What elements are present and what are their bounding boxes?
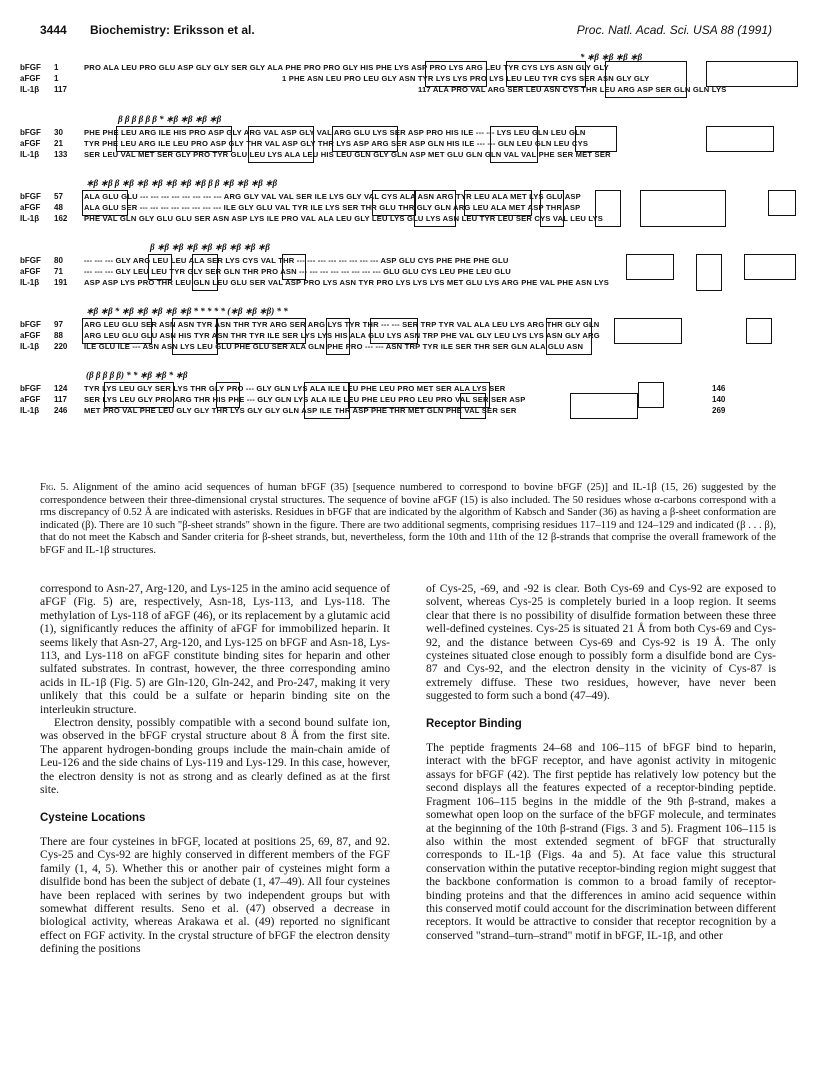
alignment-block: β ∗β ∗β ∗β ∗β ∗β ∗β ∗β ∗β bFGF 80 --- --- --- GLY ARG LEU LEU ALA SER LYS CYS VAL THR --- --- --- --- --- --- --- --- ASP GLU CYS PHE PHE PHE GLU aFGF 71 --- --- --- GLY LEU LEU TYR GLY SER GLN THR PRO ASN --- --- --- --- --- --- --- --- GLU GLU CYS LEU PHE LEU GLU IL-1β 191 ASP ASP LYS PRO THR LEU GLN LEU GLU SER VAL ASP PRO LYS ASN TYR PRO LYS LYS LYS MET GLU LYS ARG PHE VAL PHE ASN LYS [20,242,800,312]
paragraph: There are four cysteines in bFGF, located at positions 25, 69, 87, and 92. Cys-25 and Cys-92 are highly conserved in different members of the FGF family (1, 4, 5). Whether this or another pair of cysteines might form a disulfide bond has been the subject of debate (1, 47–49). All four cysteines have been replaced with serines by two independent groups but with somewhat different results. Seno et al. (47) observed a decrease in biological activity, whereas Arakawa et al. (49) reported no significant effect on FGF activity. In the crystal structure of bFGF the electron density defining the positions [40,834,390,956]
running-header [40,23,772,39]
conserved-box [706,126,774,152]
conserved-box [575,126,617,152]
alignment-block: β β β β β β * ∗β ∗β ∗β ∗β bFGF 30 PHE PHE LEU ARG ILE HIS PRO ASP GLY ARG VAL ASP GLY VAL ARG GLU LYS SER ASP PRO HIS ILE --- --- LYS LEU GLN LEU GLN aFGF 21 TYR PHE LEU ARG ILE LEU PRO ASP GLY THR VAL ASP GLY THR LYS ASP ARG SER ASP GLN HIS ILE --- --- GLN LEU GLN LEU CYS IL-1β 133 SER LEU VAL MET SER GLY PRO TYR GLU LEU LYS ALA LEU HIS LEU GLN GLY GLN ASP MET GLU GLN GLN VAL VAL PHE SER MET SER [20,114,800,184]
conserved-box [216,318,306,344]
section-heading: Cysteine Locations [40,811,146,824]
right-column [426,582,776,942]
conserved-box [148,254,172,280]
paragraph: correspond to Asn-27, Arg-120, and Lys-125 in the amino acid sequence of aFGF (Fig. 5) are, respectively, Asn-18, Lys-113, and Lys-118. The methylation of Lys-118 of aFGF (46), or its replacement by a glutamic acid (1), significantly reduces the affinity of aFGF for immobilized heparin. It seems likely that Asn-27, Arg-120, and Lys-125 on bFGF and Asn-18, Lys-113, and Lys-118 on aFGF constitute binding sites for heparin and other sulfated substrates. In contrast, however, the three corresponding amino acids in IL-1β (Fig. 5) are Gln-120, Gln-242, and Pro-247, making it very unlikely that this could be a sulfate or heparin binding site on the interleukin structure. [40,582,390,716]
journal-citation: Proc. Natl. Acad. Sci. USA 88 (1991) [576,23,772,37]
structure-markers: ∗β ∗β β ∗β ∗β ∗β ∗β ∗β ∗β β β ∗β ∗β ∗β ∗β [86,178,278,188]
conserved-box [425,61,487,87]
structure-markers: (β β β β β) * * ∗β ∗β * ∗β [86,370,188,380]
conserved-box [460,393,486,419]
conserved-box [370,318,418,344]
alignment-block: * ∗β ∗β ∗β ∗β bFGF 1 PRO ALA LEU PRO GLU ASP GLY GLY SER GLY ALA PHE PRO PRO GLY HIS PHE LYS ASP PRO LYS ARG LEU TYR CYS LYS ASN GLY GLY aFGF 1 1 PHE ASN LEU PRO LEU GLY ASN TYR LYS LYS PRO LYS LEU LEU TYR CYS SER ASN GLY GLY IL-1β 117 117 ALA PRO VAL ARG SER LEU ASN CYS THR LEU ARG ASP SER GLN GLN LYS [20,52,800,122]
conserved-box [614,318,682,344]
alignment-block: ∗β ∗β * ∗β ∗β ∗β ∗β ∗β * * * * * (∗β ∗β ∗β) * * bFGF 97 ARG LEU GLU SER ASN ASN TYR ASN THR TYR ARG SER ARG LYS TYR THR --- --- SER TRP TYR VAL ALA LEU LYS ARG THR GLY GLN aFGF 88 ARG LEU GLU GLU ASN HIS TYR ASN THR TYR ILE SER LYS LYS HIS ALA GLU LYS ASN TRP PHE VAL GLY LEU LYS LYS ASN GLY ARG IL-1β 220 ILE GLU ILE --- ASN ASN LYS LEU GLU PHE GLU SER ALA GLN PHE PRO --- --- ASN TRP TYR ILE SER THR SER GLN ALA GLU ASN [20,306,800,376]
conserved-box [768,190,796,216]
structure-markers: β β β β β β * ∗β ∗β ∗β ∗β [118,114,222,124]
conserved-box [116,126,232,152]
conserved-box [332,126,398,152]
structure-markers: β ∗β ∗β ∗β ∗β ∗β ∗β ∗β ∗β [150,242,270,252]
conserved-box [696,254,722,291]
conserved-box [304,382,350,419]
structure-markers: ∗β ∗β * ∗β ∗β ∗β ∗β ∗β * * * * * (∗β ∗β ∗β) * * [86,306,288,316]
conserved-box [490,126,538,163]
alignment-block: ∗β ∗β β ∗β ∗β ∗β ∗β ∗β ∗β β β ∗β ∗β ∗β ∗β bFGF 57 ALA GLU GLU --- --- --- --- --- --- --- --- ARG GLY VAL VAL SER ILE LYS GLY VAL CYS ALA ASN ARG TYR LEU ALA MET LYS GLU ASP aFGF 48 ALA GLU SER --- --- --- --- --- --- --- --- ILE GLY GLU VAL TYR ILE LYS SER THR GLU THR GLY GLN ARG LEU ALA MET ASP THR ASP IL-1β 162 PHE VAL GLN GLY GLU GLU SER ASN ASP LYS ILE PRO VAL ALA LEU GLY LEU LYS GLU LYS ASN LEU TYR LEU SER CYS VAL LEU LYS [20,178,800,248]
conserved-box [104,382,174,408]
conserved-box [82,190,128,216]
conserved-box [216,382,240,408]
conserved-box [746,318,772,344]
conserved-box [464,190,532,216]
conserved-box [626,254,674,280]
conserved-box [82,318,152,344]
conserved-box [706,61,798,87]
alignment-block: (β β β β β) * * ∗β ∗β * ∗β bFGF 124 TYR LYS LEU GLY SER LYS THR GLY PRO --- GLY GLN LYS ALA ILE LEU PHE LEU PRO MET SER ALA LYS SER 146 aFGF 117 SER LYS LEU GLY PRO ARG THR HIS PHE --- GLY GLN LYS ALA ILE LEU PHE LEU PRO LEU PRO VAL SER SER ASP 140 IL-1β 246 MET PRO VAL PHE LEU GLY GLY THR LYS GLY GLY GLN ASP ILE THR ASP PHE THR MET GLN PHE VAL SER SER 269 [20,370,800,440]
figure-label: Fig. 5. [40,482,69,493]
conserved-box [372,190,416,216]
conserved-box [605,61,687,98]
conserved-box [192,254,218,291]
conserved-box [640,190,726,227]
conserved-box [744,254,796,280]
section-heading: Receptor Binding [426,717,522,730]
conserved-box [172,318,218,355]
conserved-box [282,254,306,280]
paragraph: The peptide fragments 24–68 and 106–115 of bFGF bind to heparin, interact with the bFGF receptor, and have agonist activity in mitogenic assays for bFGF (42). The first peptide has relatively low potency but the second displays all the features expected of a receptor-binding peptide. Fragment 106–115 begins in the middle of the 9th β-strand, makes a somewhat open loop on the surface of the bFGF molecule, and terminates at the beginning of the 10th β-strand (Figs. 3 and 5). Fragment 106–115 is also within the most extended segment of bFGF that structurally corresponds to IL-1β (Figs. 4a and 5). At face value this structural conservation within the putative receptor-binding region might suggest that the backbone conformation is common to a broad family of receptor-binding proteins and that the differences in amino acid sequence within this conserved motif could account for the discrimination between different receptors. It would be attractive to consider that receptor recognition by a conserved "strand–turn–strand" motif in bFGF, IL-1β, and other [426,741,776,942]
conserved-box [570,393,638,419]
conserved-box [540,190,564,227]
structure-markers: * ∗β ∗β ∗β ∗β [580,52,643,62]
page-number: 3444 [40,23,67,37]
figure-caption-text: Alignment of the amino acid sequences of human bFGF (35) [sequence numbered to correspond to bovine bFGF (25)] and IL-1β (15, 26) suggested by the correspondence between their three-dimensional crystal structures. The sequence of bovine aFGF (15) is also included. The 50 residues whose α-carbons correspond with a rms discrepancy of 0.52 Å are indicated with asterisks. Residues in bFGF that are indicated by the algorithm of Kabsch and Sander (36) as having a β-sheet conformation are indicated (β). There are 10 such "β-sheet strands" shown in the figure. There are two additional segments, comprising residues 117–119 and 124–129 and indicated (β . . . β), that do not meet the Kabsch and Sander criteria for β-sheet strands, but, nevertheless, form the 10th and 11th of the 12 β-strands that comprise the overall framework of the bFGF and IL-1β structures. [40,482,776,556]
conserved-box [414,190,456,227]
conserved-box [546,318,592,355]
figure-caption [40,482,776,558]
conserved-box [506,61,586,87]
conserved-box [638,382,664,408]
conserved-box [326,318,350,355]
left-column [40,582,390,956]
conserved-box [595,190,621,227]
paragraph: Electron density, possibly compatible with a second bound sulfate ion, was observed in the bFGF crystal structure about 8 Å from the first site. The apparent hydrogen-bonding groups include the main-chain amide of Leu-126 and the side chains of Lys-119 and Lys-129. In this case, however, the electron density is not as strong and as clearly defined as at the first site. [40,716,390,797]
running-title: Biochemistry: Eriksson et al. [90,23,255,37]
conserved-box [248,126,314,163]
paragraph: of Cys-25, -69, and -92 is clear. Both Cys-69 and Cys-92 are exposed to solvent, whereas Cys-25 is completely buried in a loop region. It seems clear that there is no possibility of disulfide formation between these three well-defined cysteines. Cys-25 is situated 21 Å from both Cys-69 and Cys-92, and the distance between Cys-69 and Cys-92 is 19 Å. The only cysteines situated close enough to possibly form a disulfide bond are Cys-87 and Cys-92, and the electron density in the vicinity of Cys-87 is extremely diffuse. These two residues, however, have never been suggested to form such a bond (47–49). [426,582,776,703]
